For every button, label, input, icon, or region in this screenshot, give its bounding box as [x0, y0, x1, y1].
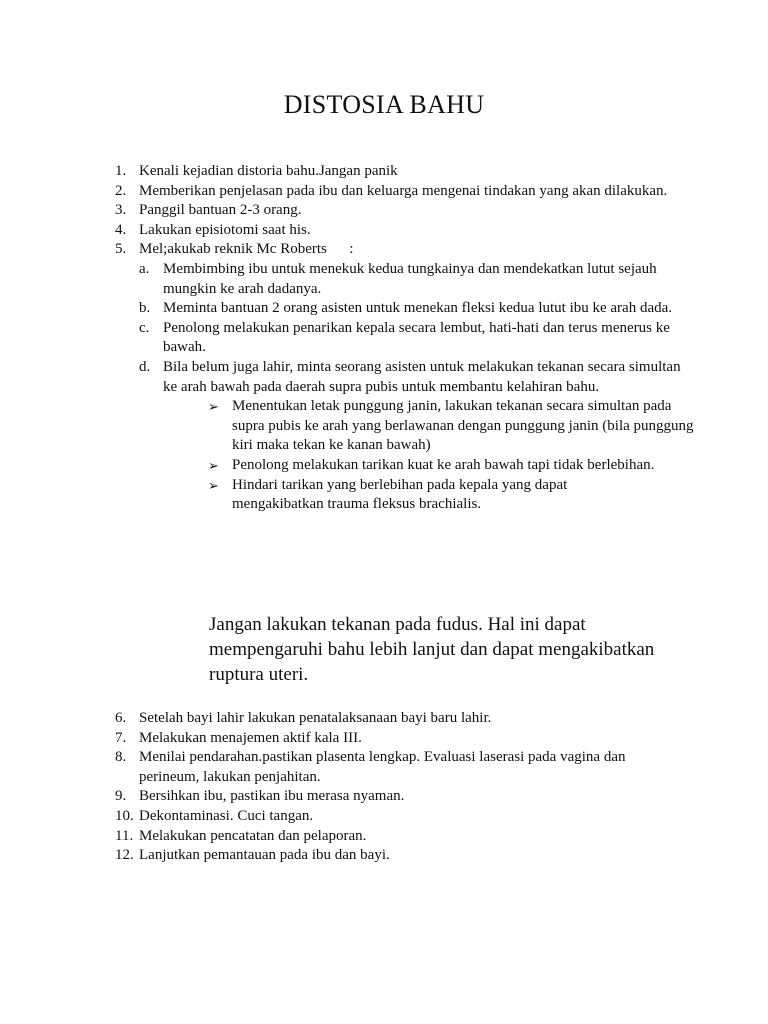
bullet-item [208, 476, 642, 515]
bullet-item [208, 397, 697, 456]
item-text: Lanjutkan pemantauan pada ibu dan bayi. [139, 847, 390, 864]
substep-text: Membimbing ibu untuk menekuk kedua tungkainya dan mendekatkan lutut sejauh mungkin ke arah dadanya. [163, 260, 657, 297]
item-text: Bersihkan ibu, pastikan ibu merasa nyaman. [139, 788, 405, 805]
list-item [115, 182, 674, 202]
bullet-text: Penolong melakukan tarikan kuat ke arah bawah tapi tidak berlebihan. [232, 456, 655, 473]
steps-list-bottom [115, 709, 675, 866]
item-text: Mel;akukab reknik Mc Roberts : [139, 241, 354, 258]
substep-letter: c. [139, 319, 150, 336]
substep-item [139, 299, 685, 319]
item-number: 10. [115, 807, 134, 824]
arrow-bullet-icon: ➢ [208, 477, 219, 493]
substep-item [139, 319, 681, 358]
item-number: 11. [115, 827, 134, 844]
substep-letter: a. [139, 260, 150, 277]
item-text: Panggil bantuan 2-3 orang. [139, 202, 302, 219]
item-text: Lakukan episiotomi saat his. [139, 221, 311, 238]
item-number: 3. [115, 202, 127, 219]
item-number: 5. [115, 241, 127, 258]
item-number: 8. [115, 749, 127, 766]
bullet-item [208, 456, 662, 476]
item-text: Melakukan pencatatan dan pelaporan. [139, 827, 367, 844]
item-number: 12. [115, 847, 134, 864]
item-number: 9. [115, 788, 127, 805]
item-text: Setelah bayi lahir lakukan penatalaksanaan bayi baru lahir. [139, 710, 492, 726]
list-item [115, 709, 675, 729]
substep-text: Bila belum juga lahir, minta seorang asisten untuk melakukan tekanan secara simultan ke arah bawah pada daerah supra pubis untuk membantu kelahiran bahu. [163, 358, 681, 395]
item-number: 2. [115, 182, 127, 199]
arrow-bullet-icon: ➢ [208, 457, 219, 473]
substep-letter: d. [139, 358, 151, 375]
bullet-text: Menentukan letak punggung janin, lakukan tekanan secara simultan pada supra pubis ke arah yang berlawanan dengan punggung janin (bila punggung kiri maka tekan ke kanan bawah) [232, 398, 694, 454]
item-text: Menilai pendarahan.pastikan plasenta lengkap. Evaluasi laserasi pada vagina dan perineum, lakukan penjahitan. [139, 749, 626, 785]
item-number: 1. [115, 163, 127, 179]
item-text: Memberikan penjelasan pada ibu dan keluarga mengenai tindakan yang akan dilakukan. [139, 182, 668, 199]
substep-item [139, 358, 694, 515]
item-number: 4. [115, 221, 127, 238]
substep-text: Penolong melakukan penarikan kepala secara lembut, hati-hati dan terus menerus ke bawah. [163, 319, 670, 356]
list-item [115, 846, 675, 866]
substeps-list [139, 260, 694, 515]
list-item [115, 221, 675, 241]
list-item [115, 787, 675, 807]
item-text: Dekontaminasi. Cuci tangan. [139, 807, 314, 824]
bullet-list [208, 397, 694, 515]
substep-letter: b. [139, 300, 151, 317]
warning-note: Jangan lakukan tekanan pada fudus. Hal ini dapat mempengaruhi bahu lebih lanjut dan dapat mengakibatkan ruptura uteri. [209, 614, 655, 685]
item-text: Kenali kejadian distoria bahu.Jangan panik [139, 163, 398, 179]
item-text: Melakukan menajemen aktif kala III. [139, 729, 362, 746]
item-number: 7. [115, 729, 127, 746]
list-item [115, 240, 694, 514]
list-item [115, 201, 675, 221]
list-item [115, 748, 684, 787]
substep-item [139, 260, 695, 299]
page-title: DISTOSIA BAHU [283, 90, 485, 119]
list-item [115, 729, 675, 749]
list-item [115, 827, 675, 847]
substep-text: Meminta bantuan 2 orang asisten untuk menekan fleksi kedua lutut ibu ke arah dada. [163, 300, 673, 317]
bullet-text: Hindari tarikan yang berlebihan pada kepala yang dapat mengakibatkan trauma fleksus brachialis. [232, 476, 568, 513]
item-number: 6. [115, 710, 127, 726]
steps-list-top [115, 162, 694, 515]
list-item [115, 807, 675, 827]
list-item [115, 162, 675, 182]
arrow-bullet-icon: ➢ [208, 399, 219, 415]
